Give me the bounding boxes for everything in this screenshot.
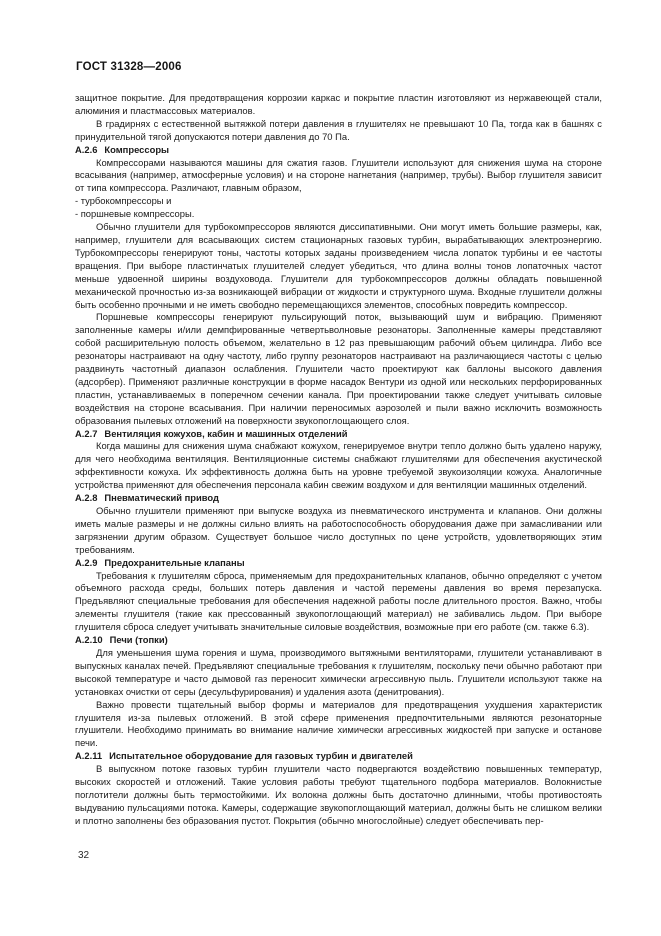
list-item: - турбокомпрессоры и bbox=[75, 195, 172, 207]
section-number: А.2.8 bbox=[75, 492, 98, 504]
section-number: А.2.9 bbox=[75, 556, 98, 568]
section-number: А.2.10 bbox=[75, 634, 103, 646]
section-heading bbox=[75, 428, 602, 441]
section-heading bbox=[75, 492, 602, 505]
section-heading bbox=[75, 144, 602, 157]
paragraph: Обычно глушители применяют при выпуске воздуха из пневматического инструмента и клапанов. Они должны иметь малые размеры и не должны сильно влиять на работоспособность оборудования даже при замасливании или загрязнении другим образом. Существует большое число доступных по цене устройств, удовлетворяющих этим требованиям. bbox=[75, 505, 602, 555]
section-number: А.2.7 bbox=[75, 427, 98, 439]
section-heading bbox=[75, 634, 602, 647]
section-number: А.2.6 bbox=[75, 143, 98, 155]
paragraph: Поршневые компрессоры генерируют пульсирующий поток, вызывающий шум и вибрацию. Применяют заполненные камеры и/или демпфированные четвертьволновые резонаторы. Заполненные камеры представляют собой расширительную полость объемом, желательно в 12 раз превышающим рабочий объем цилиндра. Либо все резонаторы настраивают на одну частоту, либо группу резонаторов настраивают на различающиеся частоты с целью раздвинуть частотный диапазон ослабления. Глушители часто проектируют как баллоны высокого давления (адсорбер). Применяют различные конструкции в форме насадок Вентури из одной или нескольких перфорированных пластин, устанавливаемых в поперечном сечении канала. При проектировании также следует учитывать силовые воздействия на стороне всасывания. При наличии переносимых аэрозолей и пыли важно исключить возможность образования пылевых отложений на поверхности звукопоглощающего слоя. bbox=[75, 311, 602, 426]
paragraph: Обычно глушители для турбокомпрессоров являются диссипативными. Они могут иметь большие размеры, как, например, глушители для всасывающих систем стационарных газовых турбин, вырабатывающих электроэнергию. Турбокомпрессоры генерируют тоны, частоты которых заданы произведением числа лопаток турбины и ее частоты вращения. При выборе пластинчатых глушителей следует убедиться, что длина волны тонов лопаточных частот меньше удвоенной ширины воздуховода. Глушители для турбокомпрессоров должны обладать повышенной механической прочностью из-за возникающей вибрации от жидкости и структурного шума. Входные глушители должны быть особенно прочными и не иметь свободно перемещающихся элементов, способных повредить компрессор. bbox=[75, 221, 602, 310]
paragraph: Когда машины для снижения шума снабжают кожухом, генерируемое внутри тепло должно быть удалено наружу, для чего необходима вентиляция. Вентиляционные системы снабжают глушителями для обеспечения акустической эффективности кожуха. Их эффективность должна быть на уровне требуемой звукоизоляции кожуха. Аналогичные устройства применяют для обеспечения персонала кабин свежим воздухом и для вентиляции машинных отделений. bbox=[75, 440, 602, 491]
list-item: - поршневые компрессоры. bbox=[75, 208, 195, 220]
paragraph: защитное покрытие. Для предотвращения коррозии каркас и покрытие пластин изготовляют из нержавеющей стали, алюминия и пластмассовых материалов. bbox=[75, 92, 602, 116]
page-number: 32 bbox=[78, 850, 90, 861]
section-title: Предохранительные клапаны bbox=[104, 556, 245, 568]
paragraph: Компрессорами называются машины для сжатия газов. Глушители используют для снижения шума на стороне всасывания (например, атмосферные условия) и на стороне нагнетания (например, трубы). Выбор глушителя зависит от типа компрессора. Различают, главным образом, bbox=[75, 156, 602, 194]
section-title: Вентиляция кожухов, кабин и машинных отделений bbox=[104, 427, 348, 439]
section-title: Пневматический привод bbox=[104, 492, 219, 504]
section-title: Испытательное оборудование для газовых турбин и двигателей bbox=[109, 750, 413, 762]
document-header: ГОСТ 31328—2006 bbox=[76, 61, 182, 73]
section-title: Компрессоры bbox=[104, 143, 170, 155]
paragraph: В градирнях с естественной вытяжкой потери давления в глушителях не превышают 10 Па, тогда как в башнях с принудительной тягой допускаются потери давления до 70 Па. bbox=[75, 117, 602, 142]
paragraph: Важно провести тщательный выбор формы и материалов для предотвращения ухудшения характеристик глушителя из-за пылевых отложений. В этой сфере применения предпочтительными являются резонаторные глушители. Необходимо принимать во внимание наличие химически агрессивных жидкостей при запуске и останове печи. bbox=[75, 698, 602, 749]
document-body bbox=[75, 92, 602, 844]
section-heading bbox=[75, 557, 602, 570]
paragraph: В выпускном потоке газовых турбин глушители часто подвергаются воздействию повышенных температур, высоких скоростей и отложений. Такие условия работы требуют тщательного подбора материалов. Волокнистые поглотители должны быть термостойкими. Их волокна должны быть достаточно длинными, чтобы противостоять выдуванию пульсациями потока. Камеры, содержащие звукопоглощающий материал, должны быть не слишком велики и плотно заполнены без образования пустот. Покрытия (обычно многослойные) следует обеспечивать пер- bbox=[75, 763, 602, 826]
paragraph: Требования к глушителям сброса, применяемым для предохранительных клапанов, обычно определяют с учетом объемного расхода среды, больших потерь давления и частой перемены давления во время перезапуска. Предъявляют специальные требования для обеспечения надежной работы после длительного простоя. Важно, чтобы элементы глушителя (такие как прессованный звукопоглощающий материал) не забивались льдом. При выборе глушителя сброса следует учитывать значительные силовые воздействия, возможные при его работе (см. также 6.3). bbox=[75, 569, 602, 633]
section-heading bbox=[75, 750, 602, 763]
section-number: А.2.11 bbox=[75, 750, 103, 762]
section-title: Печи (топки) bbox=[109, 634, 168, 646]
paragraph: Для уменьшения шума горения и шума, производимого вытяжными вентиляторами, глушители устанавливают в выпускных каналах печей. Предъявляют специальные требования к глушителям, поскольку печи обычно работают при высокой температуре и часто дымовой газ переносит химически агрессивную пыль. Глушители используют также на установках очистки от серы (десульфурирования) и удаления азота (денитрования). bbox=[75, 646, 602, 697]
